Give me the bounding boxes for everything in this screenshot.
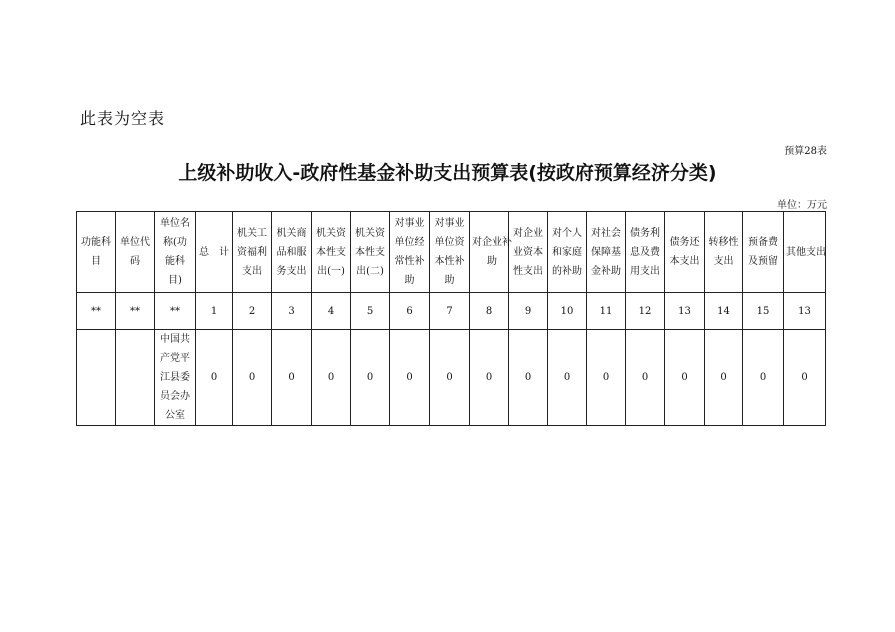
table-row bbox=[77, 330, 826, 426]
table-cell bbox=[116, 330, 155, 426]
header-label: 单位名称(功能科目) bbox=[160, 218, 190, 286]
index-cell: 7 bbox=[430, 293, 470, 330]
index-cell: 4 bbox=[312, 293, 351, 330]
header-row bbox=[77, 212, 826, 293]
table-cell: 0 bbox=[390, 330, 430, 426]
table-cell: 0 bbox=[351, 330, 390, 426]
budget-table bbox=[76, 211, 826, 426]
table-cell bbox=[77, 330, 116, 426]
table-cell: 0 bbox=[272, 330, 312, 426]
table-cell: 0 bbox=[587, 330, 626, 426]
header-label: 对企业业资本性支出 bbox=[513, 227, 543, 277]
table-cell: 0 bbox=[233, 330, 272, 426]
header-cell bbox=[626, 212, 665, 293]
header-label: 债务利息及费用支出 bbox=[630, 227, 660, 277]
header-cell bbox=[196, 212, 233, 293]
header-cell bbox=[470, 212, 512, 293]
table-cell bbox=[155, 330, 196, 426]
index-cell: 14 bbox=[705, 293, 743, 330]
index-cell: 5 bbox=[351, 293, 390, 330]
header-cell bbox=[705, 212, 743, 293]
table-cell: 0 bbox=[196, 330, 233, 426]
header-label: 对事业单位经常性补助 bbox=[394, 218, 425, 286]
table-cell: 0 bbox=[665, 330, 705, 426]
table-cell: 0 bbox=[626, 330, 665, 426]
index-cell: 11 bbox=[587, 293, 626, 330]
index-cell: 6 bbox=[390, 293, 430, 330]
table-cell: 0 bbox=[509, 330, 548, 426]
header-label: 机关资本性支出(一) bbox=[316, 227, 346, 277]
empty-table-note: 此表为空表 bbox=[80, 109, 166, 128]
header-label: 预备费及预留 bbox=[748, 237, 778, 267]
unit-name: 中国共产党平江县委员会办公室 bbox=[160, 334, 190, 421]
header-cell bbox=[587, 212, 626, 293]
table-cell: 0 bbox=[470, 330, 509, 426]
table-cell: 0 bbox=[430, 330, 470, 426]
index-cell: 13 bbox=[784, 293, 826, 330]
header-cell bbox=[784, 212, 826, 293]
index-cell: 3 bbox=[272, 293, 312, 330]
unit-label: 单位：万元 bbox=[777, 200, 827, 211]
index-cell: 12 bbox=[626, 293, 665, 330]
header-label: 债务还本支出 bbox=[669, 237, 700, 267]
header-label: 单位代码 bbox=[120, 237, 150, 267]
table-cell: 0 bbox=[784, 330, 826, 426]
index-cell: ** bbox=[155, 293, 196, 330]
header-cell bbox=[430, 212, 470, 293]
header-label: 总 计 bbox=[199, 246, 229, 258]
header-label: 对企业补助 bbox=[472, 237, 512, 267]
index-cell: 9 bbox=[509, 293, 548, 330]
table-number: 预算28表 bbox=[784, 146, 827, 157]
page-title: 上级补助收入-政府性基金补助支出预算表(按政府预算经济分类) bbox=[178, 162, 717, 184]
index-cell: 13 bbox=[665, 293, 705, 330]
header-cell bbox=[351, 212, 390, 293]
header-label: 对社会保障基金补助 bbox=[591, 227, 621, 277]
index-row bbox=[77, 293, 826, 330]
index-cell: 15 bbox=[743, 293, 784, 330]
header-label: 功能科目 bbox=[81, 237, 111, 267]
header-cell bbox=[272, 212, 312, 293]
header-label: 机关商品和服务支出 bbox=[276, 227, 307, 277]
index-cell: ** bbox=[116, 293, 155, 330]
header-label: 机关资本性支出(二) bbox=[355, 227, 385, 277]
header-cell bbox=[509, 212, 548, 293]
header-cell bbox=[665, 212, 705, 293]
index-cell: 10 bbox=[548, 293, 587, 330]
table-cell: 0 bbox=[705, 330, 743, 426]
table-cell: 0 bbox=[312, 330, 351, 426]
header-label: 对个人和家庭的补助 bbox=[552, 227, 582, 277]
header-label: 对事业单位资本性补助 bbox=[434, 218, 465, 286]
index-cell: 8 bbox=[470, 293, 509, 330]
header-label: 其他支出 bbox=[786, 246, 826, 258]
index-cell: 2 bbox=[233, 293, 272, 330]
header-label: 机关工资福利支出 bbox=[237, 227, 267, 277]
table-cell: 0 bbox=[548, 330, 587, 426]
header-cell bbox=[77, 212, 116, 293]
index-cell: 1 bbox=[196, 293, 233, 330]
header-cell bbox=[390, 212, 430, 293]
header-cell bbox=[548, 212, 587, 293]
header-label: 转移性支出 bbox=[708, 237, 739, 267]
header-cell bbox=[233, 212, 272, 293]
table-cell: 0 bbox=[743, 330, 784, 426]
index-cell: ** bbox=[77, 293, 116, 330]
header-cell bbox=[312, 212, 351, 293]
header-cell bbox=[743, 212, 784, 293]
header-cell bbox=[116, 212, 155, 293]
header-cell bbox=[155, 212, 196, 293]
